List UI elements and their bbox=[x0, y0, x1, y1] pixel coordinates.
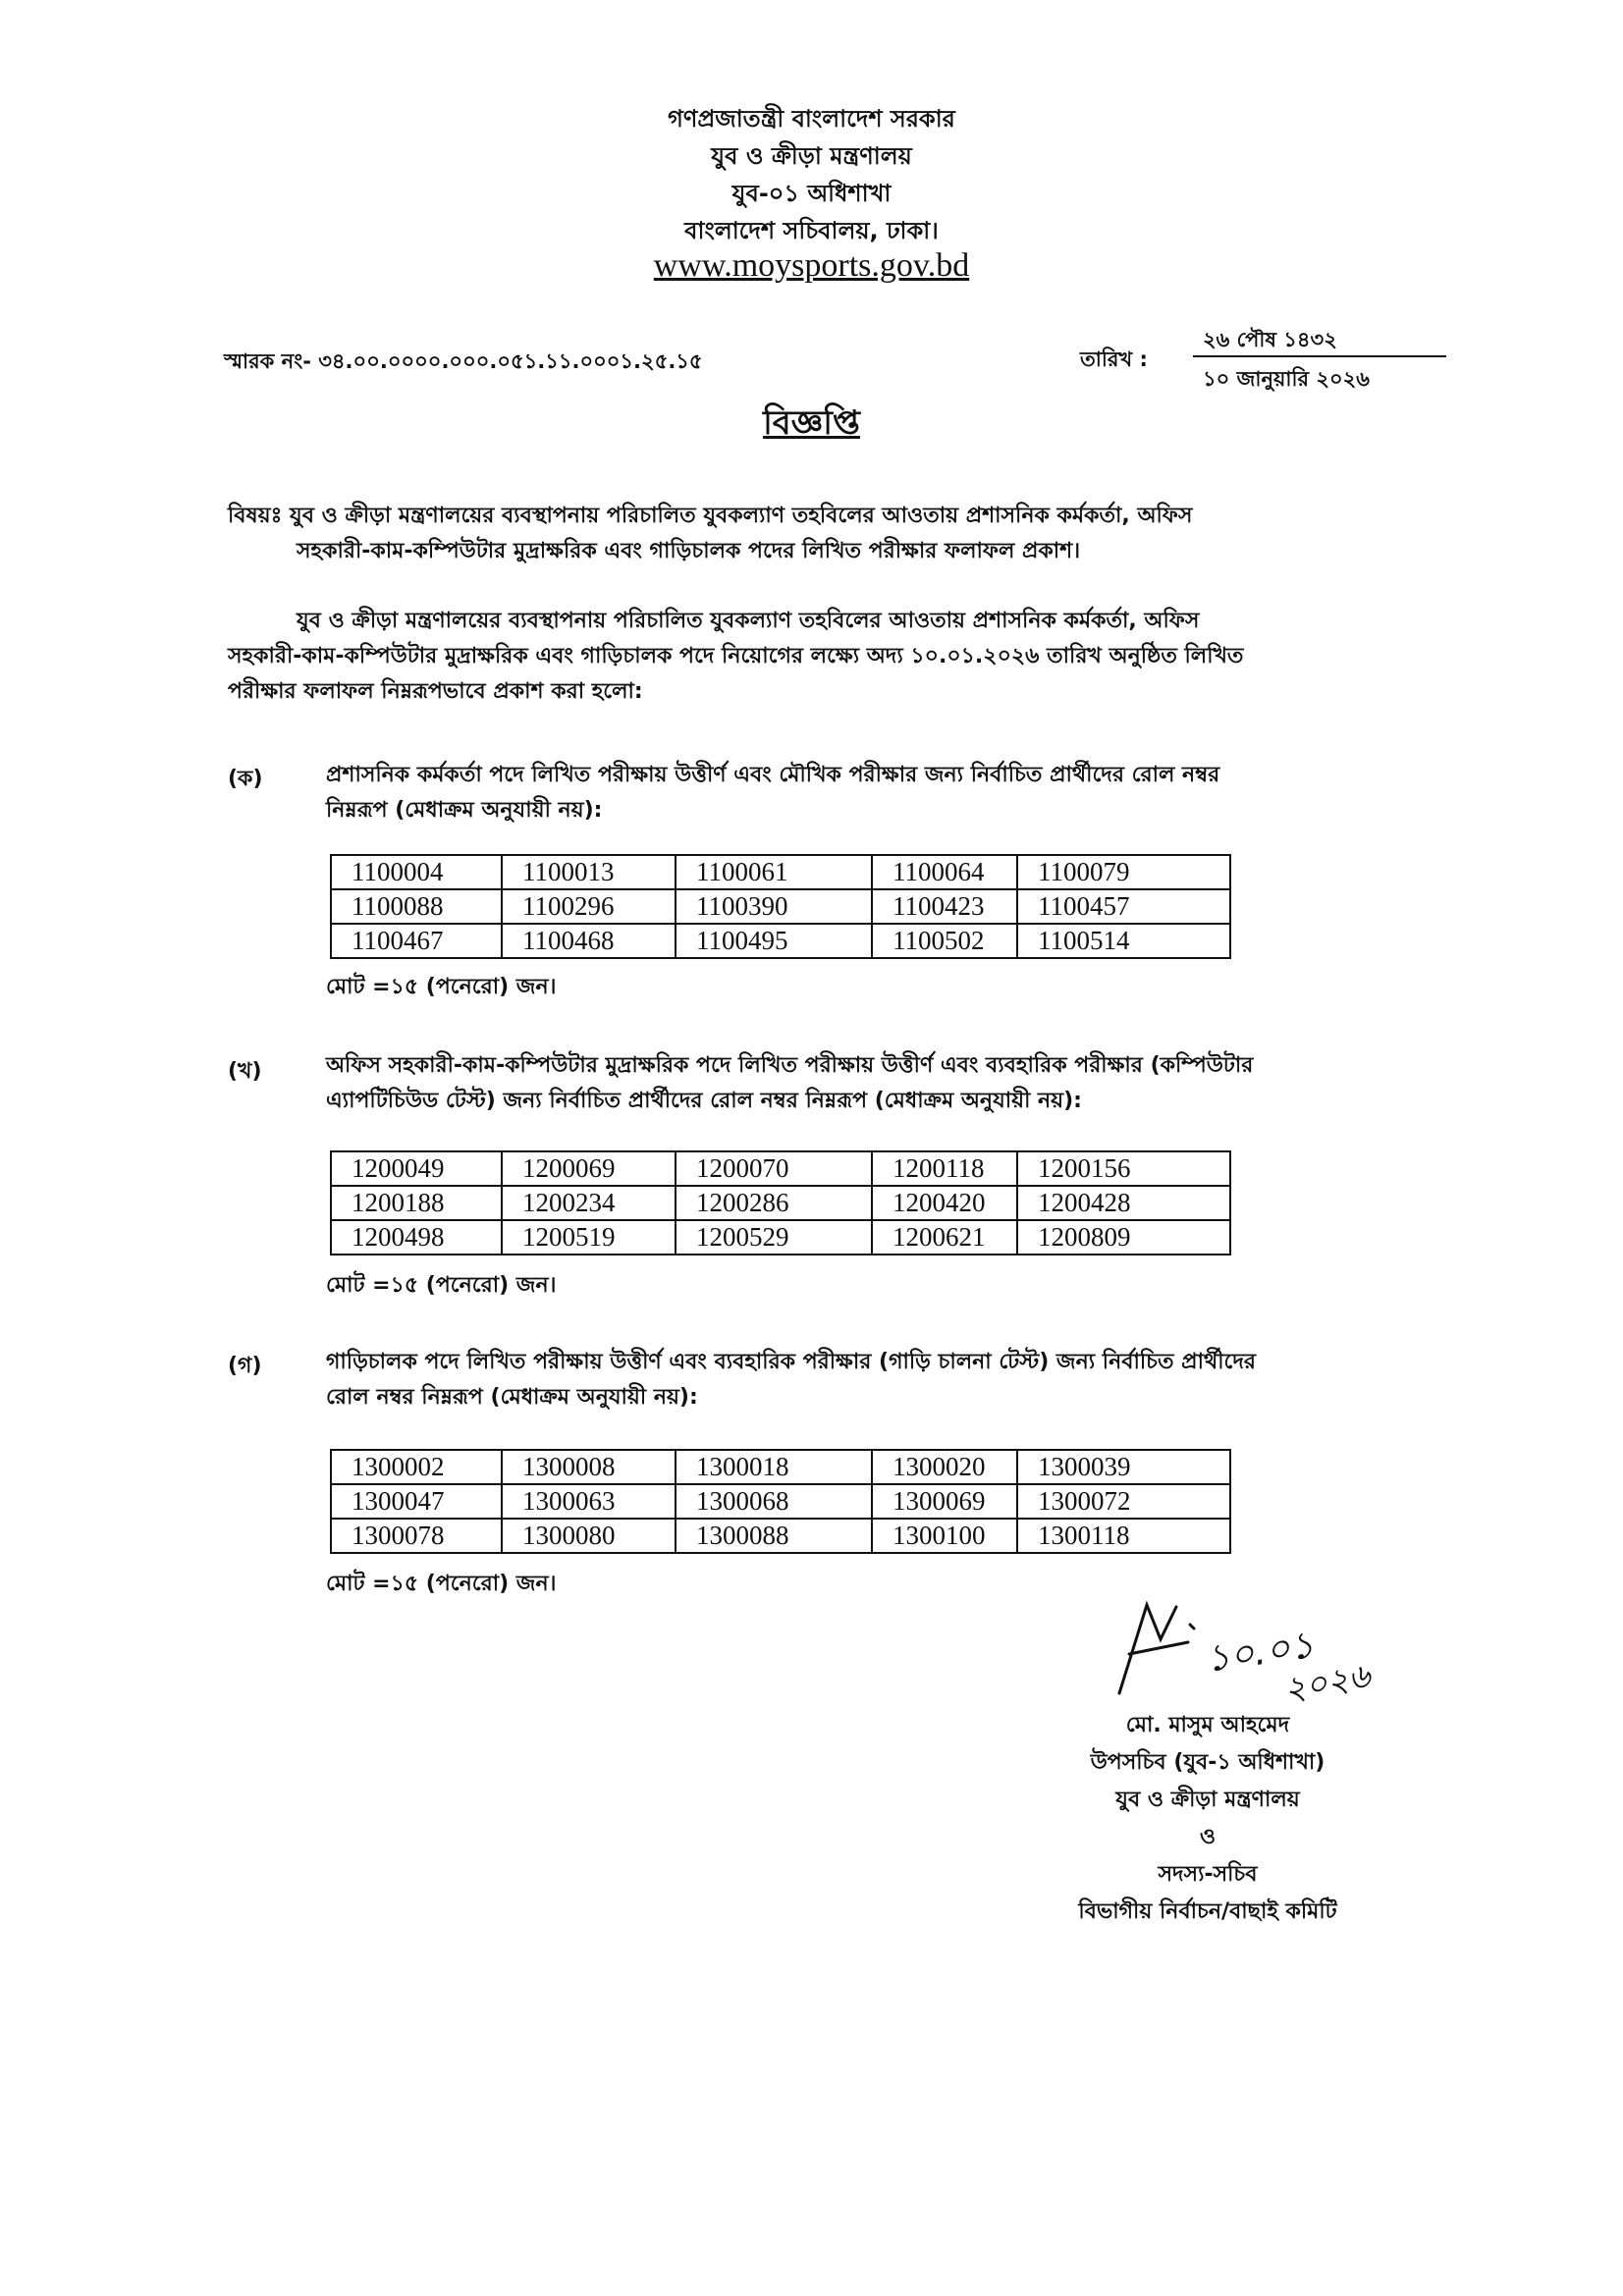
roll-cell: 1200420 bbox=[872, 1186, 1017, 1220]
svg-text:২০২৬: ২০২৬ bbox=[1280, 1656, 1374, 1710]
roll-cell: 1200069 bbox=[502, 1151, 676, 1186]
section-text-ga bbox=[326, 1345, 1416, 1415]
signatory-and: ও bbox=[1199, 1825, 1217, 1849]
roll-cell: 1100495 bbox=[676, 924, 872, 958]
roll-cell: 1200286 bbox=[676, 1186, 872, 1220]
roll-table-kha bbox=[330, 1150, 1231, 1255]
roll-cell: 1200234 bbox=[502, 1186, 676, 1220]
section-total-kha: মোট =১৫ (পনেরো) জন। bbox=[326, 1273, 557, 1298]
page-title: বিজ্ঞপ্তি bbox=[763, 403, 860, 443]
roll-cell: 1300072 bbox=[1017, 1484, 1230, 1519]
roll-cell: 1100296 bbox=[502, 889, 676, 924]
date-gregorian: ১০ জানুয়ারি ২০২৬ bbox=[1203, 367, 1370, 391]
roll-cell: 1200049 bbox=[331, 1151, 502, 1186]
roll-cell: 1300008 bbox=[502, 1450, 676, 1484]
date-label: তারিখ : bbox=[1080, 347, 1148, 371]
intro-line-2: সহকারী-কাম-কম্পিউটার মুদ্রাক্ষরিক এবং গাড়িচালক পদে নিয়োগের লক্ষ্যে অদ্য ১০.০১.২০২৬ তারিখ অনুষ্ঠিত লিখিত bbox=[228, 644, 1244, 668]
roll-cell: 1200070 bbox=[676, 1151, 872, 1186]
roll-cell: 1300002 bbox=[331, 1450, 502, 1484]
website-link[interactable]: www.moysports.gov.bd bbox=[653, 247, 970, 284]
roll-cell: 1300069 bbox=[872, 1484, 1017, 1519]
signatory-role: সদস্য-সচিব bbox=[1158, 1862, 1258, 1887]
section-marker-ka: (ক) bbox=[228, 767, 263, 791]
header-branch: যুব-০১ অধিশাখা bbox=[731, 180, 892, 207]
table-row bbox=[331, 1151, 1230, 1186]
table-row bbox=[331, 924, 1230, 958]
roll-cell: 1100514 bbox=[1017, 924, 1230, 958]
roll-cell: 1100467 bbox=[331, 924, 502, 958]
roll-cell: 1300118 bbox=[1017, 1519, 1230, 1553]
section-ka-line-1: প্রশাসনিক কর্মকর্তা পদে লিখিত পরীক্ষায় উত্তীর্ণ এবং মৌখিক পরীক্ষার জন্য নির্বাচিত প্রার্থীদের রোল নম্বর bbox=[326, 763, 1220, 787]
signatory-ministry: যুব ও ক্রীড়া মন্ত্রণালয় bbox=[1115, 1788, 1300, 1812]
intro-line-1: যুব ও ক্রীড়া মন্ত্রণালয়ের ব্যবস্থাপনায় পরিচালিত যুবকল্যাণ তহবিলের আওতায় প্রশাসনিক কর্মকর্তা, অফিস bbox=[297, 609, 1200, 633]
roll-cell: 1300018 bbox=[676, 1450, 872, 1484]
memo-number: স্মারক নং- ৩৪.০০.০০০০.০০০.০৫১.১১.০০০১.২৫.১৫ bbox=[224, 349, 703, 373]
roll-cell: 1300088 bbox=[676, 1519, 872, 1553]
roll-cell: 1200188 bbox=[331, 1186, 502, 1220]
subject-text-1: যুব ও ক্রীড়া মন্ত্রণালয়ের ব্যবস্থাপনায় পরিচালিত যুবকল্যাণ তহবিলের আওতায় প্রশাসনিক কর্মকর্তা, অফিস bbox=[290, 504, 1193, 528]
roll-table-ka bbox=[330, 854, 1231, 959]
table-row bbox=[331, 1484, 1230, 1519]
section-total-ka: মোট =১৫ (পনেরো) জন। bbox=[326, 975, 557, 999]
roll-cell: 1200809 bbox=[1017, 1220, 1230, 1255]
section-total-ga: মোট =১৫ (পনেরো) জন। bbox=[326, 1572, 557, 1596]
roll-cell: 1300020 bbox=[872, 1450, 1017, 1484]
section-ka-line-2: নিম্নরূপ (মেধাক্রম অনুযায়ী নয়): bbox=[326, 798, 603, 823]
roll-cell: 1200118 bbox=[872, 1151, 1017, 1186]
roll-cell: 1100468 bbox=[502, 924, 676, 958]
table-row bbox=[331, 855, 1230, 889]
subject-line-2: সহকারী-কাম-কম্পিউটার মুদ্রাক্ষরিক এবং গাড়িচালক পদের লিখিত পরীক্ষার ফলাফল প্রকাশ। bbox=[297, 539, 1081, 563]
roll-cell: 1200498 bbox=[331, 1220, 502, 1255]
roll-cell: 1300100 bbox=[872, 1519, 1017, 1553]
section-text-kha bbox=[326, 1048, 1416, 1119]
roll-cell: 1200621 bbox=[872, 1220, 1017, 1255]
section-text-ka bbox=[326, 758, 1416, 828]
table-row bbox=[331, 889, 1230, 924]
roll-cell: 1300063 bbox=[502, 1484, 676, 1519]
section-marker-kha: (খ) bbox=[228, 1059, 262, 1084]
roll-cell: 1200529 bbox=[676, 1220, 872, 1255]
roll-cell: 1100423 bbox=[872, 889, 1017, 924]
table-row bbox=[331, 1220, 1230, 1255]
table-row bbox=[331, 1450, 1230, 1484]
subject-label: বিষয়ঃ bbox=[228, 504, 283, 528]
signatory-name: মো. মাসুম আহমেদ bbox=[1125, 1713, 1290, 1737]
roll-table-ga bbox=[330, 1449, 1231, 1554]
roll-cell: 1200156 bbox=[1017, 1151, 1230, 1186]
section-ga-line-1: গাড়িচালক পদে লিখিত পরীক্ষায় উত্তীর্ণ এবং ব্যবহারিক পরীক্ষার (গাড়ি চালনা টেস্ট) জন্য নির্বাচিত প্রার্থীদের bbox=[326, 1350, 1257, 1374]
header-ministry: যুব ও ক্রীড়া মন্ত্রণালয় bbox=[711, 142, 912, 170]
roll-cell: 1100079 bbox=[1017, 855, 1230, 889]
roll-cell: 1100004 bbox=[331, 855, 502, 889]
roll-cell: 1100061 bbox=[676, 855, 872, 889]
roll-cell: 1300068 bbox=[676, 1484, 872, 1519]
subject bbox=[228, 499, 1416, 569]
section-kha-line-2: এ্যাপটিচিউড টেস্ট) জন্য নির্বাচিত প্রার্থীদের রোল নম্বর নিম্নরূপ (মেধাক্রম অনুযায়ী নয়): bbox=[326, 1089, 1082, 1113]
svg-text:১০.০১: ১০.০১ bbox=[1203, 1622, 1317, 1681]
table-row bbox=[331, 1186, 1230, 1220]
roll-cell: 1100064 bbox=[872, 855, 1017, 889]
roll-cell: 1300047 bbox=[331, 1484, 502, 1519]
intro-paragraph bbox=[228, 604, 1416, 710]
roll-cell: 1300039 bbox=[1017, 1450, 1230, 1484]
header-govt: গণপ্রজাতন্ত্রী বাংলাদেশ সরকার bbox=[668, 105, 955, 133]
signatory-designation: উপসচিব (যুব-১ অধিশাখা) bbox=[1090, 1750, 1325, 1775]
roll-cell: 1100013 bbox=[502, 855, 676, 889]
date-bangla: ২৬ পৌষ ১৪৩২ bbox=[1203, 328, 1337, 351]
roll-cell: 1300078 bbox=[331, 1519, 502, 1553]
roll-cell: 1300080 bbox=[502, 1519, 676, 1553]
section-marker-ga: (গ) bbox=[228, 1354, 262, 1378]
header-location: বাংলাদেশ সচিবালয়, ঢাকা। bbox=[684, 217, 939, 244]
roll-cell: 1100502 bbox=[872, 924, 1017, 958]
section-ga-line-2: রোল নম্বর নিম্নরূপ (মেধাক্রম অনুযায়ী নয়): bbox=[326, 1385, 698, 1410]
roll-cell: 1200519 bbox=[502, 1220, 676, 1255]
date-divider bbox=[1193, 355, 1446, 357]
handwritten-signature bbox=[1100, 1585, 1434, 1713]
table-row bbox=[331, 1519, 1230, 1553]
section-kha-line-1: অফিস সহকারী-কাম-কম্পিউটার মুদ্রাক্ষরিক পদে লিখিত পরীক্ষায় উত্তীর্ণ এবং ব্যবহারিক পরীক্ষার (কম্পিউটার bbox=[326, 1053, 1254, 1078]
subject-line-1 bbox=[228, 499, 1416, 534]
roll-cell: 1100457 bbox=[1017, 889, 1230, 924]
roll-cell: 1200428 bbox=[1017, 1186, 1230, 1220]
roll-cell: 1100390 bbox=[676, 889, 872, 924]
roll-cell: 1100088 bbox=[331, 889, 502, 924]
intro-line-3: পরীক্ষার ফলাফল নিম্নরূপভাবে প্রকাশ করা হলো: bbox=[228, 679, 643, 704]
signatory-committee: বিভাগীয় নির্বাচন/বাছাই কমিটি bbox=[1078, 1899, 1337, 1924]
